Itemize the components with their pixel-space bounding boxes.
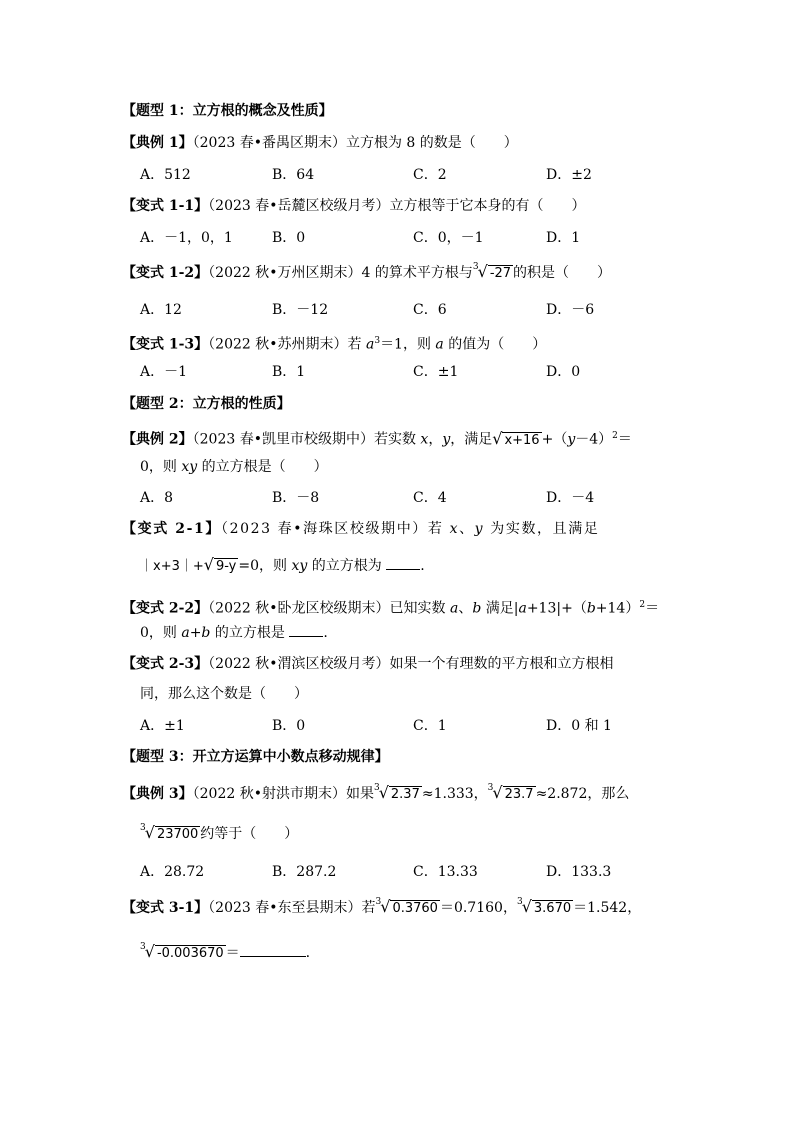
option-c: C．13.33 xyxy=(413,864,478,880)
question-text-end: 的积是（ ） xyxy=(513,265,612,281)
radical-sign-icon: √ xyxy=(492,428,503,448)
radical-sign-icon: √ xyxy=(203,555,214,574)
option-b: B．0 xyxy=(272,230,306,246)
option-a: A．8 xyxy=(140,490,174,506)
variant-2-1-line-2: ｜x+3｜+√ 9-y =0，则 xy 的立方根为 . xyxy=(140,555,425,574)
option-c: C．4 xyxy=(413,490,447,506)
option-b: B．0 xyxy=(272,718,306,734)
option-a: A．－1，0，1 xyxy=(140,230,233,246)
question-text: （2022 秋•万州区期末）4 的算术平方根与 xyxy=(208,265,473,281)
option-c: C．1 xyxy=(413,718,447,734)
radical-sign-icon: √ xyxy=(521,897,532,916)
question-text: （2023 春•番禺区期末）立方根为 8 的数是（ ） xyxy=(192,135,518,151)
example-label: 【典例 1】 xyxy=(122,135,193,151)
radical-sign-icon: √ xyxy=(378,783,389,802)
radical-sign-icon: √ xyxy=(380,897,391,916)
variant-label: 【变式 1-2】 xyxy=(122,265,209,281)
variant-1-2 xyxy=(122,263,611,284)
option-a: A．512 xyxy=(140,167,191,183)
cube-root-expression: $^3$√ -27 xyxy=(472,262,512,281)
option-c: C．±1 xyxy=(413,364,459,380)
variant-2-1: 【变式 2-1】（2023 春•海珠区校级期中）若 x、y 为实数，且满足 xyxy=(122,521,600,537)
cube-root-expression: $^3$√ 23700 xyxy=(140,823,199,842)
cube-root-expression: $^3$√ 3.670 xyxy=(516,897,572,916)
example-label: 【典例 3】 xyxy=(122,786,193,802)
variant-2-2: 【变式 2-2】（2022 秋•卧龙区校级期末）已知实数 a、b 满足$|a+13|+(b+14)^2=$ xyxy=(122,600,660,617)
square-root-expression: √ 9-y xyxy=(203,555,237,574)
question-text: （2023 春•岳麓区校级月考）立方根等于它本身的有（ ） xyxy=(208,198,586,214)
option-b: B．287.2 xyxy=(272,864,337,880)
cube-root-expression: $^3$√ 2.37 xyxy=(373,783,420,802)
option-b: B．－8 xyxy=(272,490,320,506)
variant-3-1-line-2: $^3$√ -0.003670 ＝ . xyxy=(140,943,310,964)
radical-sign-icon: √ xyxy=(144,823,155,842)
example-3-line-2: $^3$√ 23700 约等于（ ） xyxy=(140,824,298,845)
option-d: D．±2 xyxy=(546,167,592,183)
example-2: 【典例 2】（2023 春•凯里市校级期中）若实数 x，y，满足√ $x+16 +(y-4)^2=$ xyxy=(122,428,632,448)
variant-1-3: 【变式 1-3】（2022 秋•苏州期末）若 $a^3=1$，则 a 的值为（ ） xyxy=(122,336,547,353)
option-c: C．0，－1 xyxy=(413,230,484,246)
option-c: C．2 xyxy=(413,167,447,183)
option-d: D．－6 xyxy=(546,302,595,318)
variant-label: 【变式 3-1】 xyxy=(122,900,209,916)
variant-label: 【变式 2-1】 xyxy=(122,521,221,537)
option-a: A．－1 xyxy=(140,364,188,380)
cube-root-expression: $^3$√ -0.003670 xyxy=(140,942,224,961)
example-label: 【典例 2】 xyxy=(122,431,193,448)
cube-root-expression: $^3$√ 0.3760 xyxy=(375,897,438,916)
variant-label: 【变式 2-3】 xyxy=(122,656,209,672)
variant-label: 【变式 1-3】 xyxy=(122,336,209,353)
option-d: D．0 xyxy=(546,364,581,380)
variant-3-1: 【变式 3-1】（2023 春•东至县期末）若$^3$√ 0.3760 ＝0.7160，$^3$√ 3.670 ＝1.542， xyxy=(122,898,641,919)
radical-sign-icon: √ xyxy=(144,942,155,961)
cube-root-expression: $^3$√ 23.7 xyxy=(487,783,534,802)
option-d: D．－4 xyxy=(546,490,595,506)
option-b: B．1 xyxy=(272,364,306,380)
section-heading-1: 【题型 1：立方根的概念及性质】 xyxy=(122,103,333,119)
option-a: A．±1 xyxy=(140,718,185,734)
example-3: 【典例 3】（2022 秋•射洪市期末）如果$^3$√ 2.37 ≈1.333，$^3$√ 23.7 ≈2.872，那么 xyxy=(122,784,629,805)
answer-blank[interactable] xyxy=(289,624,323,637)
option-d: D．0 和 1 xyxy=(546,718,612,734)
variant-2-3-line-2: 同，那么这个数是（ ） xyxy=(140,686,308,702)
section-heading-3: 【题型 3：开立方运算中小数点移动规律】 xyxy=(122,749,389,765)
answer-blank[interactable] xyxy=(386,557,420,570)
variant-1-1 xyxy=(122,197,586,215)
option-c: C．6 xyxy=(413,302,447,318)
option-d: D．133.3 xyxy=(546,864,612,880)
example-2-line-2: 0，则 xy 的立方根是（ ） xyxy=(140,459,328,475)
variant-2-2-line-2: 0，则 a+b 的立方根是 . xyxy=(140,625,328,641)
radical-sign-icon: √ xyxy=(492,783,503,802)
example-1 xyxy=(122,134,518,152)
option-b: B．64 xyxy=(272,167,315,183)
section-heading-2: 【题型 2：立方根的性质】 xyxy=(122,396,291,412)
variant-label: 【变式 2-2】 xyxy=(122,600,209,617)
option-a: A．12 xyxy=(140,302,182,318)
option-b: B．－12 xyxy=(272,302,329,318)
answer-blank[interactable] xyxy=(240,944,306,957)
square-root-expression: √ x+16 xyxy=(492,428,540,448)
variant-2-3: 【变式 2-3】（2022 秋•渭滨区校级月考）如果一个有理数的平方根和立方根相 xyxy=(122,656,614,672)
option-a: A．28.72 xyxy=(140,864,205,880)
radical-sign-icon: √ xyxy=(477,262,488,281)
option-d: D．1 xyxy=(546,230,581,246)
variant-label: 【变式 1-1】 xyxy=(122,198,209,214)
